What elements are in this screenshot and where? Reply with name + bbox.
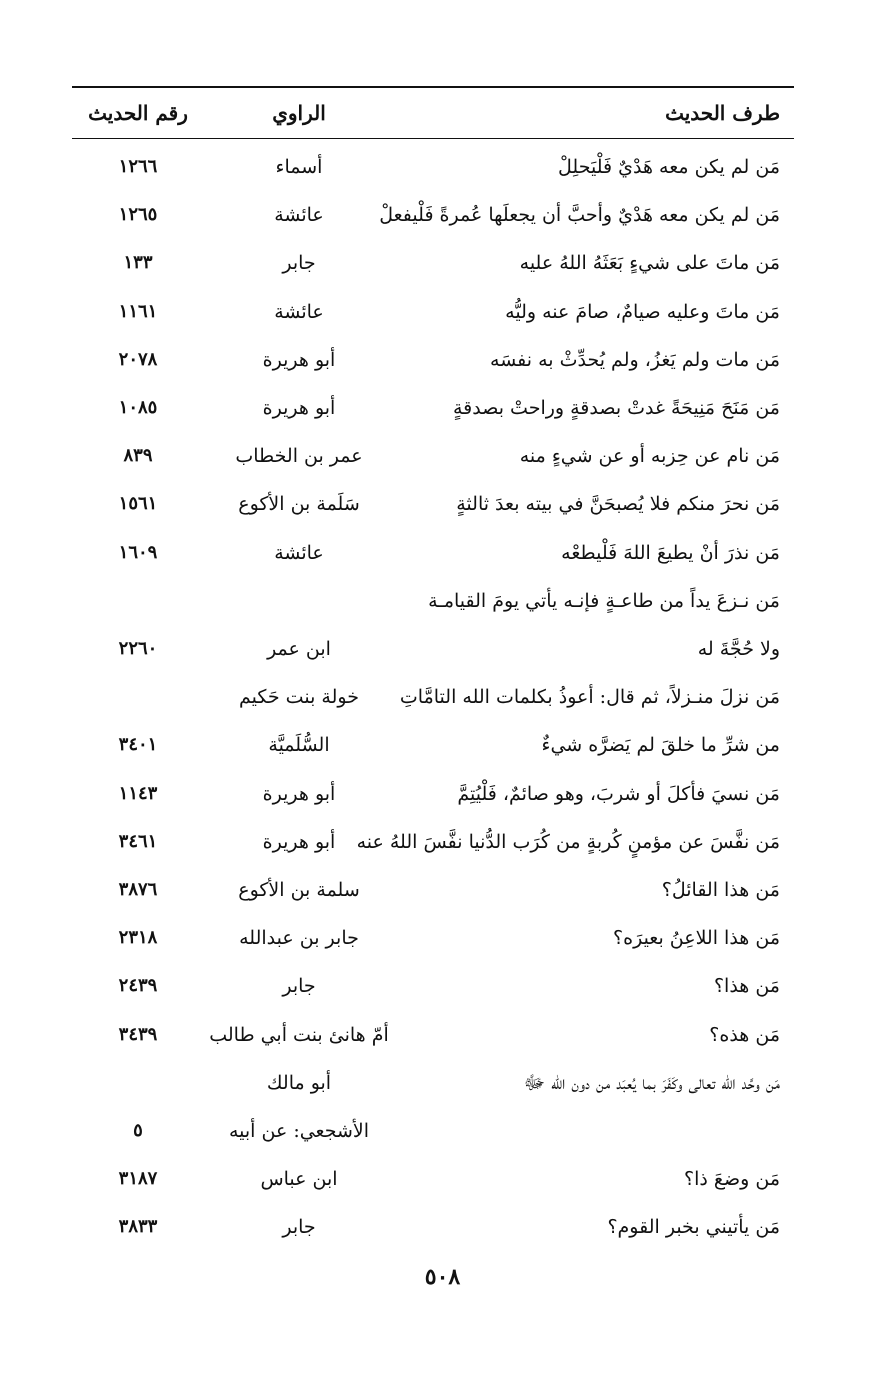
narrator-cell: أمّ هانئ بنت أبي طالب [209, 1023, 389, 1046]
hadith-cell: مَن نام عن حِزبه أو عن شيءٍ منه [519, 445, 780, 468]
table-row [72, 1011, 794, 1059]
hadith-cell: مَن وحَّد الله تعالى وكَفَرَ بما يُعبَد من دون الله ﷻ [523, 1071, 780, 1094]
narrator-cell: أسماء [275, 156, 323, 178]
hadith-cell: مَن نزلَ منـزلاً، ثم قال: أعوذُ بكلمات الله التامَّاتِ [399, 686, 780, 709]
number-cell: ٣٤٠١ [118, 734, 158, 756]
narrator-cell: أبو هريرة [262, 830, 336, 853]
header-hadith: طرف الحديث [665, 101, 780, 125]
number-cell: ١١٤٣ [118, 782, 158, 804]
number-cell: ٢٤٣٩ [118, 975, 158, 997]
header-narrator: الراوي [272, 101, 326, 125]
hadith-cell: مَن وضعَ ذا؟ [684, 1168, 780, 1191]
table-row [72, 577, 794, 625]
narrator-cell: جابر [282, 1216, 316, 1239]
table-row [72, 1203, 794, 1251]
narrator-cell: جابر [282, 975, 316, 998]
narrator-cell: ابن عمر [267, 638, 331, 661]
table-row [72, 1059, 794, 1107]
table-row [72, 480, 794, 528]
number-cell: ١١٦١ [118, 300, 158, 322]
hadith-cell: مَن نحرَ منكم فلا يُصبحَنَّ في بيته بعدَ ثالثةٍ [456, 493, 780, 516]
table-row [72, 1107, 794, 1155]
table-row [72, 914, 794, 962]
number-cell: ٢٢٦٠ [118, 638, 158, 660]
table-row [72, 1155, 794, 1203]
number-cell: ١٢٦٦ [118, 156, 158, 177]
hadith-cell: مَن مَنَحَ مَنِيحَةً غدتْ بصدقةٍ وراحتْ بصدقةٍ [453, 397, 780, 420]
hadith-cell: مَن نذرَ أنْ يطيعَ اللهَ فَلْيطعْه [561, 541, 780, 564]
narrator-cell: أبو هريرة [262, 782, 336, 805]
hadith-cell: مَن نسيَ فأكلَ أو شربَ، وهو صائمٌ، فَلْيُتِمَّ [457, 782, 780, 805]
narrator-cell: سَلَمة بن الأكوع [238, 493, 360, 516]
table-row [72, 239, 794, 287]
header-number: رقم الحديث [88, 101, 188, 125]
number-cell: ١٣٣ [123, 252, 153, 274]
number-cell: ١٥٦١ [118, 493, 158, 515]
narrator-cell: عائشة [274, 541, 324, 564]
hadith-cell: مَن هذا اللاعِنُ بعيرَه؟ [613, 927, 780, 950]
number-cell: ١٠٨٥ [118, 397, 158, 419]
hadith-cell: مَن ماتَ على شيءٍ بَعَثَهُ اللهُ عليه [519, 252, 780, 275]
number-cell: ١٦٠٩ [118, 541, 158, 563]
hadith-cell: من شرِّ ما خلقَ لم يَضرَّه شيءٌ [541, 734, 780, 757]
hadith-cell: مَن نفَّسَ عن مؤمنٍ كُربةٍ من كُرَب الدُّنيا نفَّسَ اللهُ عنه [356, 830, 780, 853]
hadith-cell: مَن يأتيني بخبر القوم؟ [607, 1216, 780, 1239]
number-cell: ٣١٨٧ [118, 1168, 158, 1190]
table-header [72, 88, 794, 139]
narrator-cell: سلمة بن الأكوع [238, 879, 360, 902]
table-row [72, 625, 794, 673]
number-cell: ٢٣١٨ [118, 927, 158, 949]
narrator-cell: جابر [282, 252, 316, 275]
number-cell: ٨٣٩ [123, 445, 153, 467]
table-row [72, 770, 794, 818]
index-table [72, 86, 794, 1252]
table-body [72, 139, 794, 1252]
narrator-cell: عمر بن الخطاب [235, 445, 363, 468]
number-cell: ١٢٦٥ [118, 204, 158, 226]
table-row [72, 288, 794, 336]
hadith-cell: مَن لم يكن معه هَدْيٌ وأحبَّ أن يجعلَها عُمرةً فَلْيفعلْ [379, 204, 780, 227]
number-cell: ٣٨٣٣ [118, 1216, 158, 1238]
number-cell: ٣٤٣٩ [118, 1023, 158, 1045]
hadith-cell: مَن هذه؟ [709, 1023, 780, 1046]
table-row [72, 673, 794, 721]
page-number: ٥٠٨ [424, 1264, 461, 1290]
hadith-cell: مَن لم يكن معه هَدْيٌ فَلْيَحلِلْ [558, 156, 780, 178]
table-row [72, 336, 794, 384]
number-cell: ٣٤٦١ [118, 830, 158, 852]
table-row [72, 432, 794, 480]
table-row [72, 529, 794, 577]
table-row [72, 962, 794, 1010]
table-row [72, 721, 794, 769]
narrator-cell: الأشجعي: عن أبيه [228, 1120, 370, 1143]
number-cell: ٣٨٧٦ [118, 879, 158, 901]
table-row [72, 866, 794, 914]
narrator-cell: أبو هريرة [262, 348, 336, 371]
table-row [72, 384, 794, 432]
narrator-cell: أبو مالك [266, 1071, 332, 1094]
hadith-cell: ولا حُجَّةَ له [697, 638, 780, 661]
narrator-cell: خولة بنت حَكيم [239, 686, 359, 709]
table-row [72, 818, 794, 866]
narrator-cell: جابر بن عبدالله [239, 927, 359, 950]
hadith-cell: مَن نـزعَ يداً من طاعـةٍ فإنـه يأتي يومَ القيامـة [428, 589, 780, 612]
number-cell: ٢٠٧٨ [118, 348, 158, 370]
table-row [72, 143, 794, 191]
narrator-cell: السُّلَميَّة [268, 734, 330, 757]
narrator-cell: عائشة [274, 204, 324, 227]
narrator-cell: عائشة [274, 300, 324, 323]
hadith-cell: مَن مات ولم يَغزُ، ولم يُحدِّثْ به نفسَه [490, 348, 780, 371]
narrator-cell: ابن عباس [260, 1168, 338, 1191]
hadith-cell: مَن ماتَ وعليه صيامٌ، صامَ عنه وليُّه [505, 300, 780, 323]
hadith-cell: مَن هذا؟ [713, 975, 780, 998]
number-cell: ٥ [133, 1120, 143, 1142]
table-row [72, 191, 794, 239]
hadith-cell: مَن هذا القائلُ؟ [661, 879, 780, 902]
narrator-cell: أبو هريرة [262, 397, 336, 420]
